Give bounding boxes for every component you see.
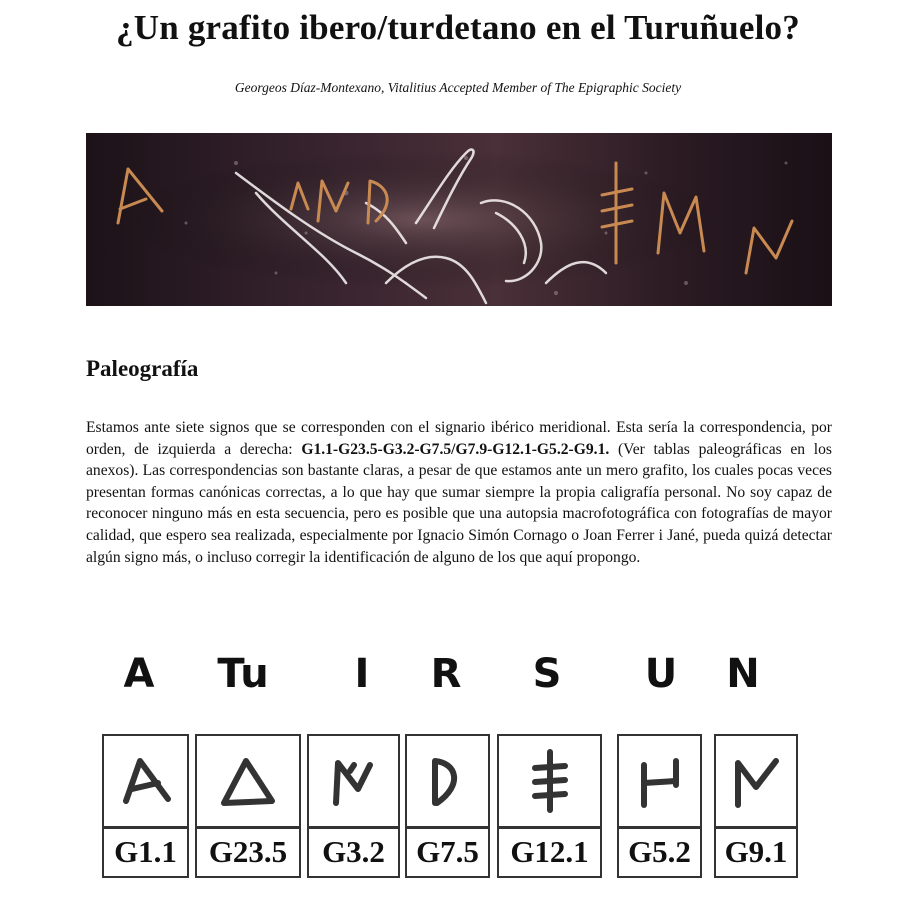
sign-g12-1-glyph <box>497 734 602 828</box>
transliteration-letter: R <box>430 651 462 697</box>
sign-code: G5.2 <box>617 828 702 878</box>
transliteration-letter: U <box>644 651 678 697</box>
section-heading: Paleografía <box>86 356 199 381</box>
author-line: Georgeos Díaz-Montexano, Vitalitius Accepted Member of The Epigraphic Society <box>234 80 682 95</box>
sign-code: G9.1 <box>714 828 798 878</box>
transliteration-letter: I <box>354 651 370 697</box>
transliteration-letter: S <box>532 651 562 697</box>
body-paragraph <box>86 417 832 568</box>
transliteration-letter: Tu <box>217 651 269 697</box>
graffito-photo <box>86 133 832 306</box>
transliteration-letter: A <box>123 651 155 697</box>
sign-g23-5-glyph <box>195 734 301 828</box>
paragraph-text-2: (Ver tablas paleográficas en los anexos). Las correspondencias son bastante claras, a pesar de que estamos ante un mero grafito, los cuales pocas veces presentan formas canónicas correctas, a lo que hay que sumar siempre la propia caligrafía personal. No soy capaz de reconocer ninguno más en esta secuencia, pero es posible que una autopsia macrofotográfica con fotografías de mayor calidad, que espero sea realizada, especialmente por Ignacio Simón Cornago o Joan Ferrer i Jané, pueda quizá detectar algún signo más, o incluso corregir la identificación de alguno de los que aquí propongo. <box>86 440 832 566</box>
sign-sequence: G1.1-G23.5-G3.2-G7.5/G7.9-G12.1-G5.2-G9.1. <box>301 440 610 458</box>
transliteration-letter: N <box>726 651 760 697</box>
sign-code: G3.2 <box>307 828 400 878</box>
page-title: ¿Un grafito ibero/turdetano en el Turuñuelo? <box>116 8 800 47</box>
sign-code: G12.1 <box>497 828 602 878</box>
sign-code: G23.5 <box>195 828 301 878</box>
paragraph-text-1: Estamos ante siete signos que se corresponden con el signario ibérico meridional. Esta sería la correspondencia, por orden, de izquierda a derecha: <box>86 419 832 458</box>
sign-g9-1-glyph <box>714 734 798 828</box>
transliteration-row <box>0 648 916 700</box>
sign-g3-2-glyph <box>307 734 400 828</box>
sign-g5-2-glyph <box>617 734 702 828</box>
sign-code: G7.5 <box>405 828 490 878</box>
sign-g7-5-glyph <box>405 734 490 828</box>
sign-g1-1-glyph <box>102 734 189 828</box>
sign-code: G1.1 <box>102 828 189 878</box>
